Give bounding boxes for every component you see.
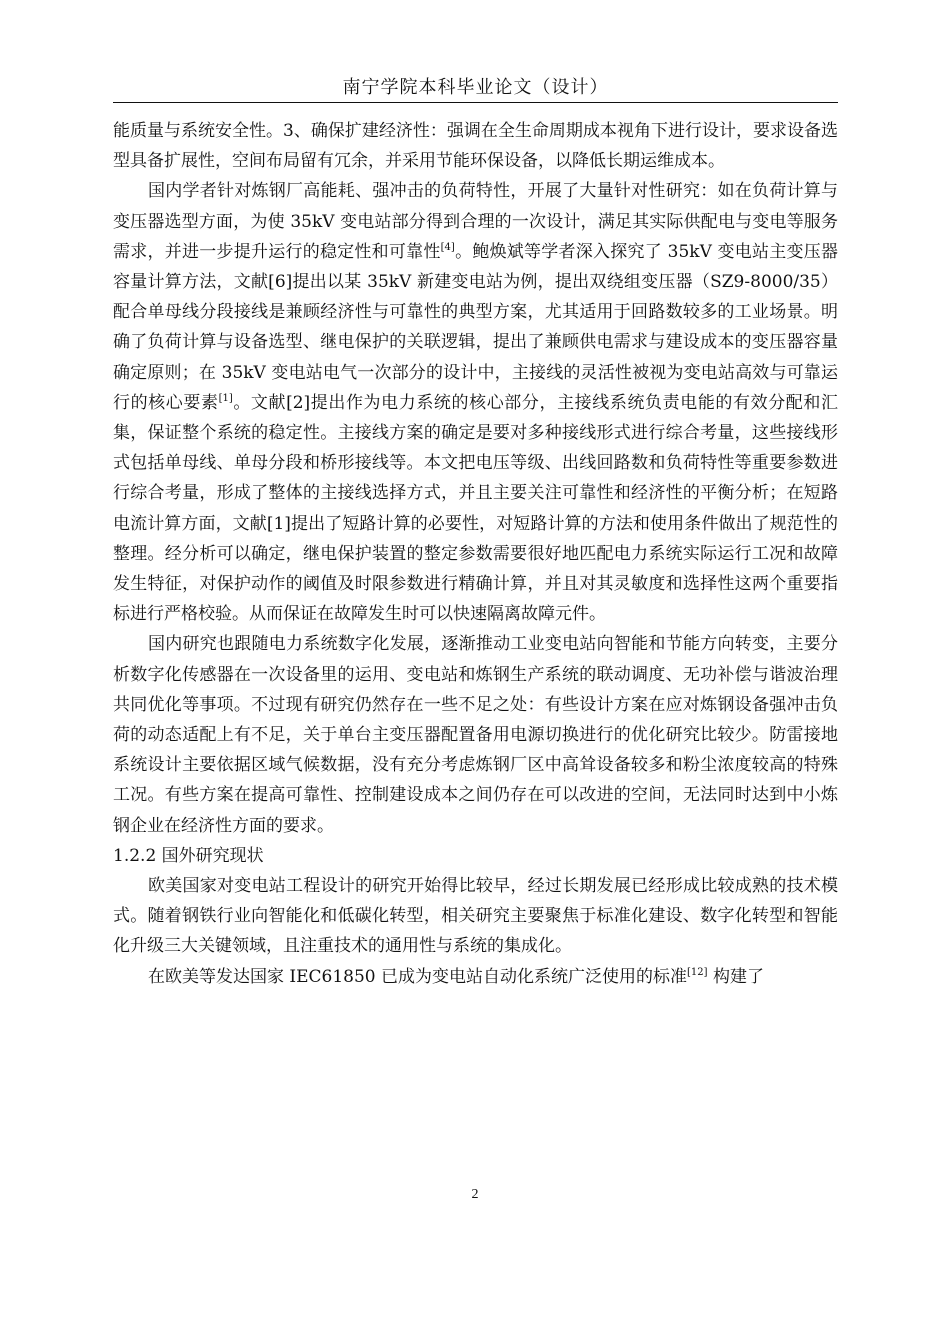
paragraph-1: 能质量与系统安全性。3、确保扩建经济性：强调在全生命周期成本视角下进行设计，要求设备选型具备扩展性，空间布局留有冗余，并采用节能环保设备，以降低长期运维成本。	[113, 121, 838, 172]
paragraph-2-part-1: 国内学者针对炼钢厂高能耗、强冲击的负荷特性，开展了大量针对性研究：如在负荷计算与变压器选型方面，为使 35kV 变电站部分得到合理的一次设计，满足其实际供配电与变电等服务需求，并进一步提升运行的稳定性和可靠性	[113, 181, 838, 262]
paragraph-2-part-3: 。文献[2]提出作为电力系统的核心部分，主接线系统负责电能的有效分配和汇集，保证整个系统的稳定性。主接线方案的确定是要对多种接线形式进行综合考量，这些接线形式包括单母线、单母分段和桥形接线等。本文把电压等级、出线回路数和负荷特性等重要参数进行综合考量，形成了整体的主接线选择方式，并且主要关注可靠性和经济性的平衡分析；在短路电流计算方面，文献[1]提出了短路计算的必要性，对短路计算的方法和使用条件做出了规范性的整理。经分析可以确定，继电保护装置的整定参数需要很好地匹配电力系统实际运行工况和故障发生特征，对保护动作的阈值及时限参数进行精确计算，并且对其灵敏度和选择性这两个重要指标进行严格校验。从而保证在故障发生时可以快速隔离故障元件。	[113, 392, 838, 625]
header-rule	[113, 102, 838, 103]
page-number: 2	[471, 1187, 479, 1202]
paragraph-2	[113, 176, 838, 629]
paragraph-3: 国内研究也跟随电力系统数字化发展，逐渐推动工业变电站向智能和节能方向转变，主要分析数字化传感器在一次设备里的运用、变电站和炼钢生产系统的联动调度、无功补偿与谐波治理共同优化等事项。不过现有研究仍然存在一些不足之处：有些设计方案在应对炼钢设备强冲击负荷的动态适配上有不足，关于单台主变压器配置备用电源切换进行的优化研究比较少。防雷接地系统设计主要依据区域气候数据，没有充分考虑炼钢厂区中高耸设备较多和粉尘浓度较高的特殊工况。有些方案在提高可靠性、控制建设成本之间仍存在可以改进的空间，无法同时达到中小炼钢企业在经济性方面的要求。	[113, 634, 838, 836]
citation-ref: [1]	[218, 392, 233, 404]
paragraph-5-part-2: 构建了	[707, 966, 764, 987]
paragraph-5-part-1: 在欧美等发达国家 IEC61850 已成为变电站自动化系统广泛使用的标准	[148, 966, 688, 987]
citation-ref: [4]	[440, 241, 455, 253]
running-header: 南宁学院本科毕业论文（设计）	[342, 77, 609, 98]
citation-ref: [12]	[687, 966, 708, 978]
section-heading: 1.2.2 国外研究现状	[113, 845, 264, 866]
paragraph-2-part-2: 。鲍焕斌等学者深入探究了 35kV 变电站主变压器容量计算方法，文献[6]提出以某 35kV 新建变电站为例，提出双绕组变压器（SZ9-8000/35）配合单母线分段接线是兼顾经济性与可靠性的典型方案，尤其适用于回路数较多的工业场景。明确了负荷计算与设备选型、继电保护的关联逻辑，提出了兼顾供电需求与建设成本的变压器容量确定原则；在 35kV 变电站电气一次部分的设计中，主接线的灵活性被视为变电站高效与可靠运行的核心要素	[113, 241, 838, 413]
paragraph-4: 欧美国家对变电站工程设计的研究开始得比较早，经过长期发展已经形成比较成熟的技术模式。随着钢铁行业向智能化和低碳化转型，相关研究主要聚焦于标准化建设、数字化转型和智能化升级三大关键领域，且注重技术的通用性与系统的集成化。	[113, 876, 838, 957]
body-text	[113, 116, 838, 992]
paragraph-5	[113, 962, 838, 992]
